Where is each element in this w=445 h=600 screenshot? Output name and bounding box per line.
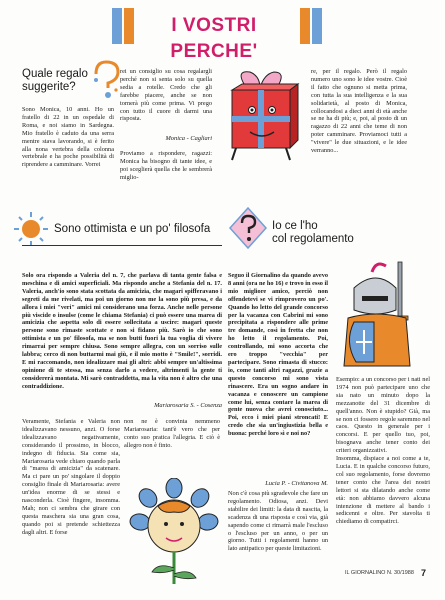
section-heading-gift: Quale regalo suggerite? (22, 68, 88, 93)
page-banner (136, 13, 292, 62)
signature-lucia: Lucia P. - Civitanova M. (265, 480, 328, 487)
section-divider (22, 245, 222, 246)
section3-reply-col1: Non c'è cosa più sgradevole che fare un regolamento. Odiosa, anzi. Devi stabilire dei limiti: la data di nascita, la scadenza di una risposta e così via, già sapendo come ci rimarrà male l'escluso o l'escluso per un anno, o per un giorno. Tutti i regolamenti hanno un lato antipatico per queste limitazioni. (228, 490, 328, 553)
page-number: 7 (421, 568, 427, 578)
decor-stripe (124, 8, 134, 44)
section3-letter: Seguo il Giornalino da quando avevo 8 anni (ora ne ho 16) e trovo in esso il mio migliore amico, perciò non offendetevi se vi rimprovero un po'. Quando ho letto del grande concorso per la vacanza con Cabrini mi sono precipitata a rispondere alle prime tre domande, così in fretta che non ho letto il regolamento. Poi, controllando, mi sono accorta che ero troppo "vecchia" per partecipare. Sono rimasta di stucco: io, come tanti altri ragazzi, grazie a questo concorso mi sono vista rinascere. Era un sogno andare in vacanza e conoscere un campione come lui, senza contare la marea di gente nuova che avrei conosciuto... Poi, ecco i miei piani stroncati! E credo che sia un'ingiustizia bella e buona: perché loro sì e noi no? (228, 272, 328, 438)
decor-stripe (312, 8, 322, 44)
section3-reply-col2: Esempio: a un concorso per i nati nel 1974 non può partecipare uno che sia nato un minuto dopo la mezzanotte del 31 dicembre di quell'anno. Non è stupido? Già, ma se non ci fossero regole saremmo nel caos. Questo in generale per i concorsi. E per quello tuo, poi, bisognava anche tener conto dei criteri organizzativi. Insomma, dispiace a noi come a te, Lucia. E in qualche concorso futuro, col suo regolamento, forse dovremo tener conto che l'area dei nostri lettori si sta dilatando anche come età: non abbiamo davvero alcuna intenzione di mettere al bando i sedicenni e oltre. Per stavolta ti chiediamo di compatirci. (336, 376, 430, 526)
section-heading-regulation: Io ce l'ho col regolamento (272, 220, 354, 245)
decor-stripe (300, 8, 310, 44)
section2-reply-col1: Veramente, Stefania e Valeria non idealizzavano nessuno, anzi. O forse idealizzavano negativamente, considerando il prossimo, in blocco, indegno di fiducia. Sia come sia, Mariarosaria vede chiaro quando parla di "marea di amicizia" da scatenare. Ma ci pare un po' singolare il doppio consiglio finale di Mariarosaria: avere un'idea enorme di se stessi e nasconderla. Cioè fingere, insomma. Mah; non ci sembra che girare con questa maschera sia una gran cosa, quando poi si pretende schiettezza dagli altri. E forse (22, 418, 120, 536)
question-mark-ornament-icon (88, 60, 124, 100)
signature-mariarosaria: Mariarosaria S. - Cosenza (154, 402, 222, 409)
section1-text-col2b: Proviamo a rispondere, ragazzi: Monica ha bisogno di tante idee, e poi sceglierà quella che le sembrerà miglio- (120, 150, 212, 181)
section1-text-col2: rei un consiglio su cosa regalargli perché non si senta solo su quella sedia a rotelle. Credo che gli farebbe piacere, anche se non tornerà più come prima. Vi prego con tutto il cuore di darmi una risposta. (120, 68, 212, 123)
banner-title: I VOSTRI PERCHE' (170, 15, 258, 62)
footer-folio: IL GIORNALINO N. 30/1988 (345, 570, 414, 576)
flower-illustration-icon (128, 478, 220, 588)
knight-illustration-icon (336, 258, 422, 370)
gift-box-icon (222, 64, 300, 164)
section-heading-optimist: Sono ottimista e un po' filosofa (54, 223, 211, 235)
sun-face-icon (12, 210, 50, 248)
section1-text-col1: Sono Monica, 10 anni. Ho un fratello di 22 in un ospedale di Roma, e noi siamo in Sardegna. Mio fratello è caduto da una serra mentre stava lavorando, si è ferito alla nona vertebra della colonna vertebrale e ha poche possibilità di riprendere a camminare. Vorrei (22, 106, 114, 169)
decor-stripe (112, 8, 122, 44)
signature-monica: Monica - Cagliari (165, 135, 212, 142)
section2-letter: Solo ora rispondo a Valeria del n. 7, che parlava di tanta gente falsa e meschina e di amici superficiali. Ma rispondo anche a Stefania del n. 17. Valeria, anch'io sono stata scottata da amicizia, che magari spifferavano i segreti da me rivelati, ma poi un giorno non me la sono più presa, e da allora i miei "veri" amici mi considerano una forza. Anche nelle persone più viscide o insulse (come le chiama Stefania) ci può essere una marea di amicizia che aspetta solo di essere sollecitata a uscire: magari queste persone sono rimaste scottate e non si fidano più. Sarò io che sono ottimista e un po' filosofa, ma se non butti fuori la tua voglia di vivere rimarrai per sempre chiusa. Sono sempre allegra, con un sorriso sulle labbra; cerco di non buttarmi mai giù, e il mio motto è "Smile!", sorridi. E mi raccomando, non idealizzare mai gli altri: abbi sempre un'altissima opinione di te stessa, ma senza darlo a vedere, altrimenti la gente ti considererà montata. Mi sarò contraddetta, ma la vita non è altro che una contraddizione. (22, 272, 222, 390)
diamond-question-icon (228, 206, 268, 252)
section2-reply-col2: non ne è convinta nemmeno Mariarosaria: tant'è vero che per conto suo pratica l'allegria. E ciò è allegro non è finto. (124, 418, 220, 449)
section1-text-col3: re, per il regalo. Però il regalo numero uno sono le idee vostre. Cioè il fatto che ognuno si metta prima, con tutta la sua intelligenza e la sua solidarietà, al posto di Monica, collocandosi a dieci anni di età anche se ne ha di più; e, poi, al posto di un ragazzo di 22 anni che teme di non poter camminare. Proviamoci tutti a "vivere" le due situazioni, e le idee verranno... (311, 68, 407, 155)
